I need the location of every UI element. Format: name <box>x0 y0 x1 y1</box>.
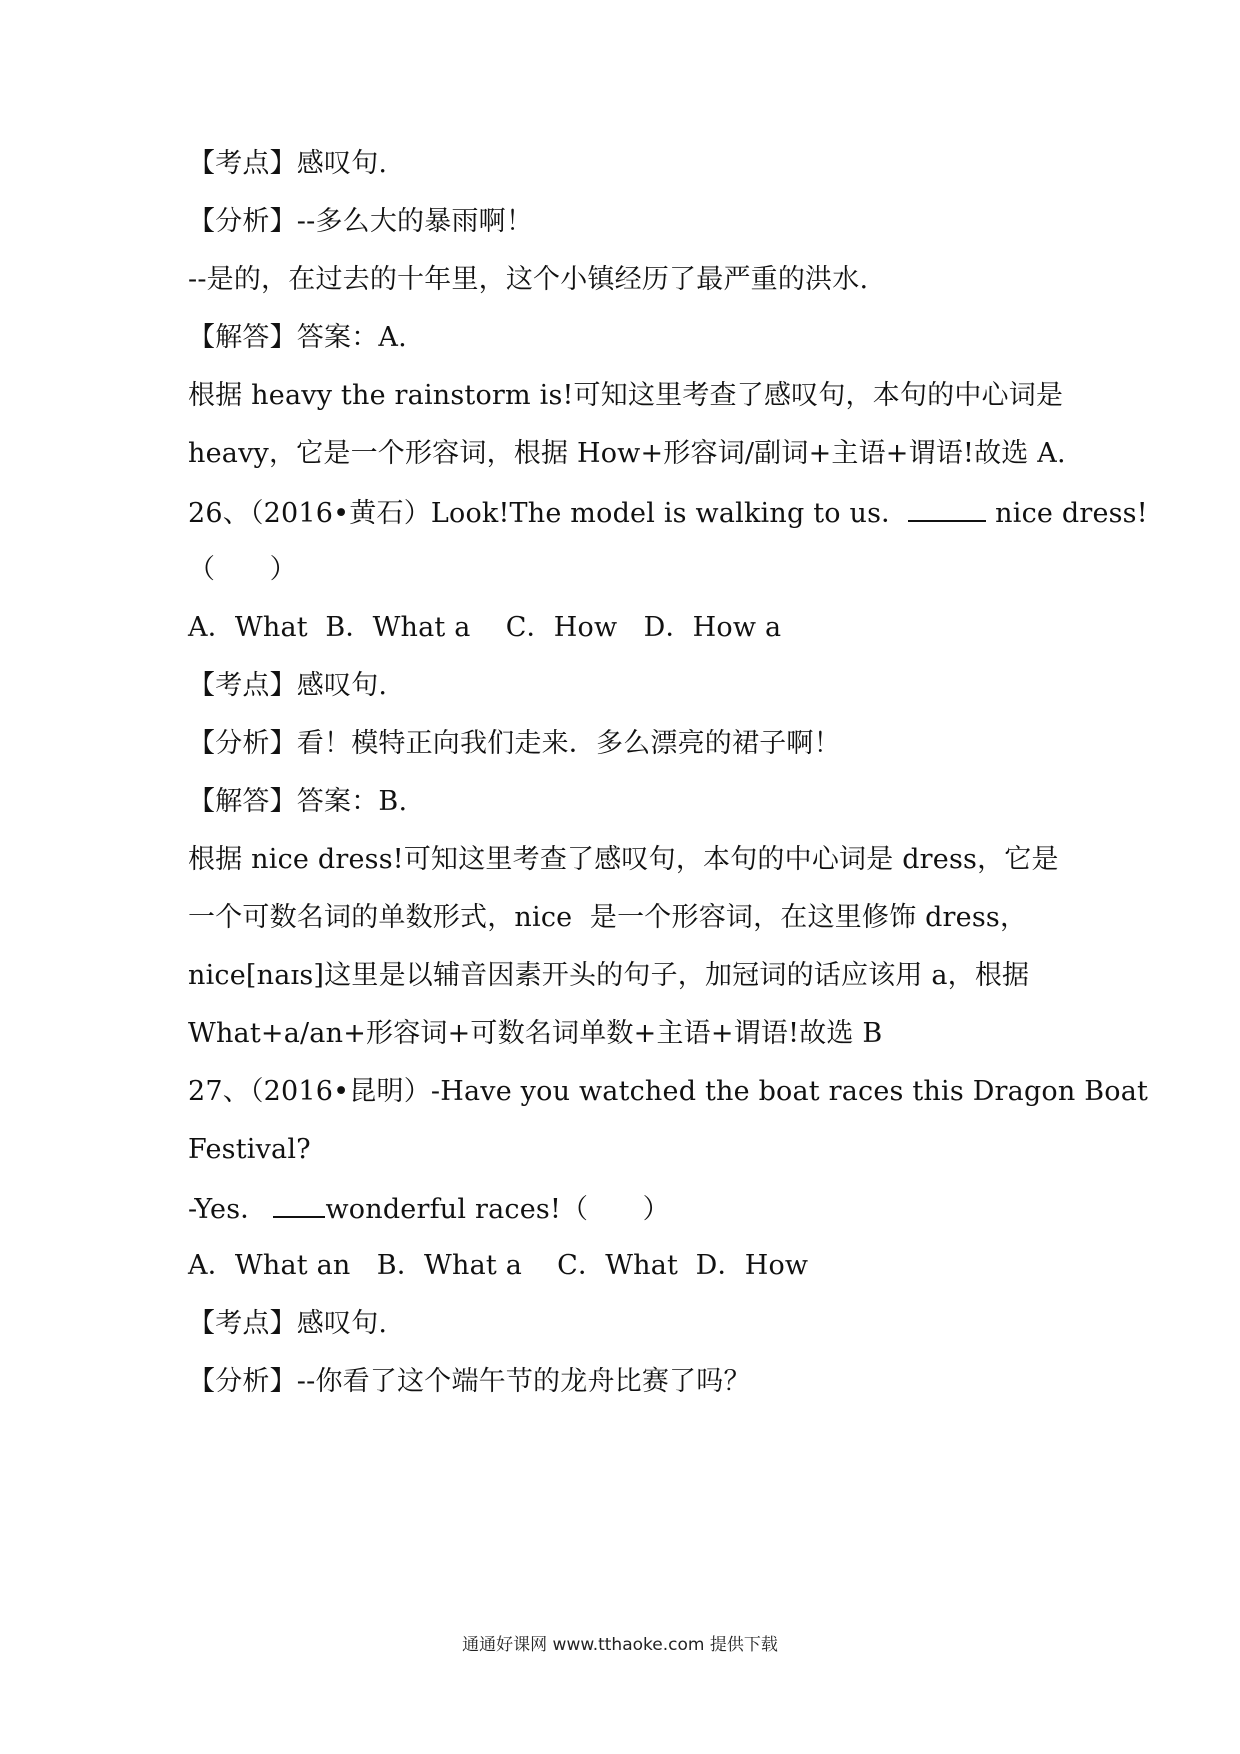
jieda-line: 【解答】答案：A. <box>188 322 407 353</box>
kaodian-line-2: 【考点】感叹句. <box>188 670 388 701</box>
explanation-line-3: 根据 nice dress!可知这里考查了感叹句，本句的中心词是 dress，它是 <box>188 844 1059 875</box>
question-26-options: A．What B．What a C．How D．How a <box>188 612 782 643</box>
explanation-line-4: 一个可数名词的单数形式，nice 是一个形容词，在这里修饰 dress， <box>188 902 1028 933</box>
question-26-text-end: nice dress! <box>986 498 1148 529</box>
explanation-line-2: heavy，它是一个形容词，根据 How+形容词/副词+主语+谓语!故选 A. <box>188 438 1066 469</box>
question-26 <box>188 494 1148 532</box>
question-27-line-3 <box>188 1190 1058 1228</box>
explanation-line-1: 根据 heavy the rainstorm is!可知这里考查了感叹句，本句的中心词是 <box>188 380 1064 411</box>
fenxi-line-3: 【分析】--你看了这个端午节的龙舟比赛了吗？ <box>188 1366 751 1397</box>
question-26-paren: （ ） <box>188 554 297 585</box>
kaodian-line: 【考点】感叹句. <box>188 148 388 179</box>
question-27: 27、（2016•昆明）-Have you watched the boat races this Dragon Boat <box>188 1076 1149 1107</box>
jieda-line-2: 【解答】答案：B. <box>188 786 408 817</box>
fenxi-line: 【分析】--多么大的暴雨啊！ <box>188 206 534 237</box>
question-27-line-2: Festival? <box>188 1134 311 1165</box>
answer-blank <box>273 1190 325 1218</box>
explanation-line-5: nice[naɪs]这里是以辅音因素开头的句子，加冠词的话应该用 a，根据 <box>188 960 1030 991</box>
question-26-text: 26、（2016•黄石）Look!The model is walking to us． <box>188 498 909 529</box>
fenxi-continuation-line: --是的，在过去的十年里，这个小镇经历了最严重的洪水. <box>188 264 869 295</box>
answer-blank <box>908 494 986 522</box>
fenxi-line-2: 【分析】看！模特正向我们走来．多么漂亮的裙子啊！ <box>188 728 841 759</box>
question-27-answer-prefix: -Yes． <box>188 1194 268 1225</box>
question-27-answer-suffix: wonderful races!（ ） <box>325 1194 670 1225</box>
explanation-line-6: What+a/an+形容词+可数名词单数+主语+谓语!故选 B <box>188 1018 883 1049</box>
page-footer: 通通好课网 www.tthaoke.com 提供下载 <box>462 1635 778 1655</box>
question-27-options: A．What an B．What a C．What D．How <box>188 1250 809 1281</box>
kaodian-line-3: 【考点】感叹句. <box>188 1308 388 1339</box>
